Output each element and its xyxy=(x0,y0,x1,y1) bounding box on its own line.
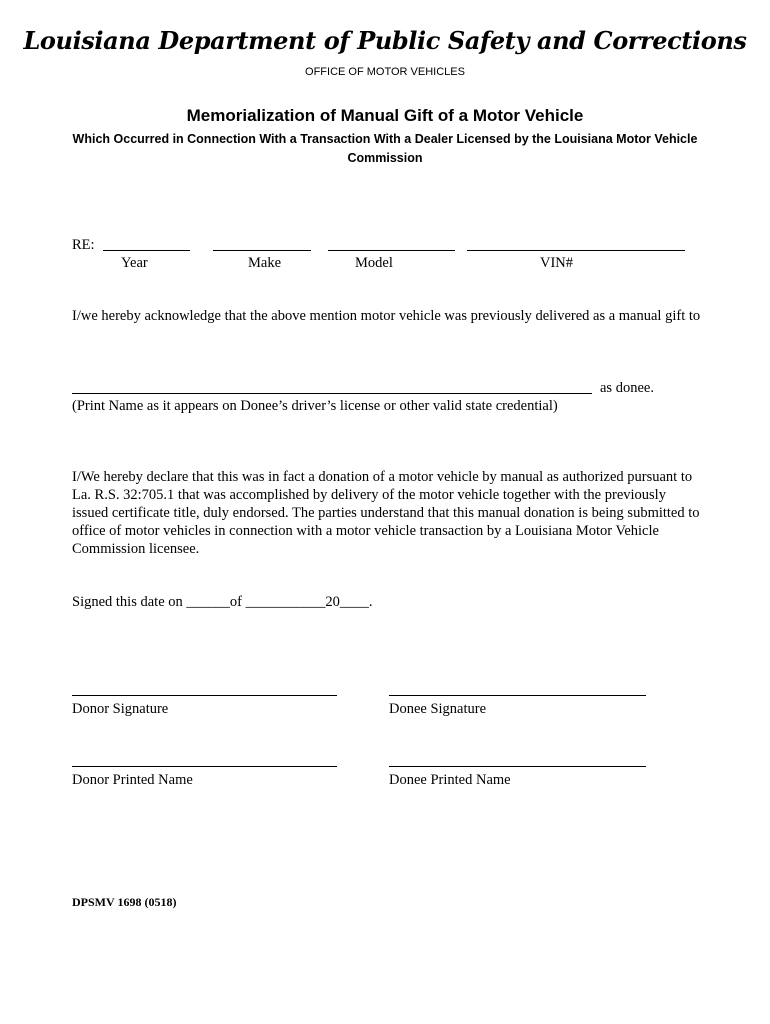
year-label: Year xyxy=(121,255,148,271)
form-id: DPSMV 1698 (0518) xyxy=(72,895,177,909)
donee-suffix: as donee. xyxy=(600,380,654,396)
donor-printed-name-field[interactable] xyxy=(72,766,337,767)
acknowledge-text: I/we hereby acknowledge that the above mention motor vehicle was previously delivered as a manual gift to xyxy=(72,308,701,324)
year-field[interactable] xyxy=(103,250,190,251)
signed-date-line: Signed this date on ______of ___________20____. xyxy=(72,594,373,610)
donee-signature-field[interactable] xyxy=(389,695,646,696)
donee-instruction: (Print Name as it appears on Donee’s driver’s license or other valid state credential) xyxy=(72,398,558,414)
donor-printed-name-label: Donor Printed Name xyxy=(72,772,193,788)
donee-signature-label: Donee Signature xyxy=(389,701,487,717)
form-title: Memorialization of Manual Gift of a Motor Vehicle xyxy=(186,106,584,125)
make-field[interactable] xyxy=(213,250,311,251)
model-label: Model xyxy=(355,255,393,271)
office-name: OFFICE OF MOTOR VEHICLES xyxy=(305,66,465,78)
donee-printed-name-label: Donee Printed Name xyxy=(389,772,511,788)
declaration-text: I/We hereby declare that this was in fact a donation of a motor vehicle by manual as authorized pursuant to La. R.S. 32:705.1 that was accomplished by delivery of the motor vehicle together with the previously issued certificate title, duly endorsed. The parties understand that this manual donation is being submitted to office of motor vehicles in connection with a motor vehicle transaction by a Louisiana Motor Vehicle Commission licensee. xyxy=(72,469,700,557)
vin-label: VIN# xyxy=(540,255,574,271)
form-subtitle: Which Occurred in Connection With a Transaction With a Dealer Licensed by the Louisiana Motor Vehicle Commission xyxy=(72,132,698,165)
donee-printed-name-field[interactable] xyxy=(389,766,646,767)
donor-signature-label: Donor Signature xyxy=(72,701,169,717)
donee-name-field[interactable] xyxy=(72,393,592,394)
donor-signature-field[interactable] xyxy=(72,695,337,696)
make-label: Make xyxy=(248,255,282,271)
agency-title: Louisiana Department of Public Safety and Corrections xyxy=(23,26,747,55)
model-field[interactable] xyxy=(328,250,455,251)
re-label: RE: xyxy=(72,237,95,253)
vin-field[interactable] xyxy=(467,250,685,251)
